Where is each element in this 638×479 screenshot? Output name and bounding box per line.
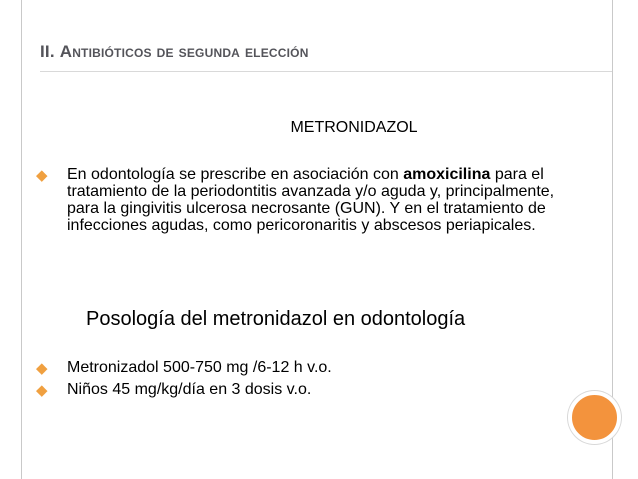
drug-heading: METRONIDAZOL <box>290 119 418 136</box>
paragraph-bold-drug: amoxicilina <box>403 166 491 183</box>
posology-heading: Posología del metronidazol en odontología <box>86 308 466 330</box>
bullet-icon: ◆ <box>36 167 48 184</box>
paragraph-text-start: En odontología se prescribe en asociación con <box>67 166 404 183</box>
title-text: Antibióticos de segunda elección <box>59 42 309 61</box>
decorative-orange-circle <box>568 391 621 444</box>
bullet-icon: ◆ <box>36 360 48 377</box>
slide-title <box>40 42 309 62</box>
bullet-icon: ◆ <box>36 382 48 399</box>
title-prefix: II. <box>40 42 55 61</box>
title-divider <box>40 71 612 72</box>
indication-paragraph <box>67 166 587 234</box>
dosage-item-children: Niños 45 mg/kg/día en 3 dosis v.o. <box>67 381 312 398</box>
left-border-line <box>21 0 22 479</box>
paragraph-text-end: para el tratamiento de la periodontitis avanzada y/o aguda y, principalmente, para la gingivitis ulcerosa necrosante (GUN). Y en el tratamiento de infecciones agudas, como pericoronaritis y abscesos periapicales. <box>67 166 555 234</box>
dosage-item-adult: Metronizadol 500-750 mg /6-12 h v.o. <box>67 359 332 376</box>
